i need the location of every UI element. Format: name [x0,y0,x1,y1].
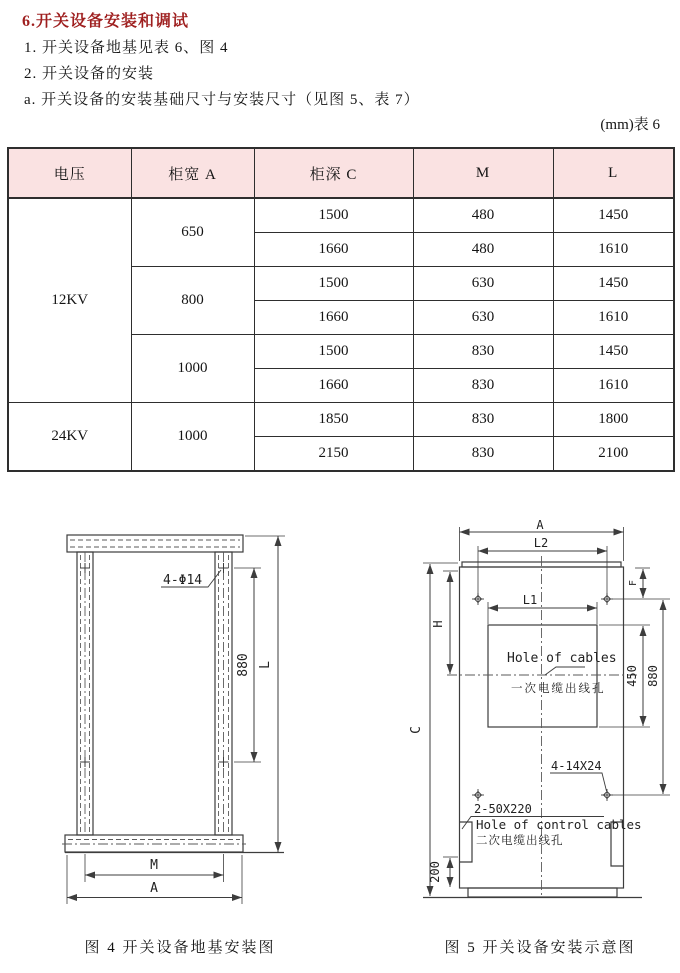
cell-m: 480 [413,198,553,233]
cell-voltage: 24KV [8,403,131,472]
dimension-lines [67,536,278,898]
figure-4-caption: 图 4 开关设备地基安装图 [84,940,276,956]
section-title: 6.开关设备安装和调试 [22,13,190,30]
cell-m: 830 [413,403,553,437]
hole-marks [80,563,229,767]
cell-depth: 2150 [254,437,413,472]
cell-width: 800 [131,267,254,335]
cell-depth: 1500 [254,267,413,301]
control-hole-label-cn: 二次电缆出线孔 [476,835,564,847]
cell-m: 830 [413,369,553,403]
table-unit-note: (mm)表 6 [600,117,660,133]
body-line-3: a. 开关设备的安装基础尺寸与安装尺寸（见图 5、表 7） [24,92,420,108]
control-slots-label: 2-50X220 [474,802,532,816]
col-header-cabinet-depth: 柜深 C [254,148,413,198]
cell-voltage: 12KV [8,198,131,403]
col-header-voltage: 电压 [8,148,131,198]
figure-5-caption: 图 5 开关设备安装示意图 [444,940,636,956]
dim-c-label: C [409,726,424,734]
dim-450-label: 450 [625,665,639,687]
body-line-1: 1. 开关设备地基见表 6、图 4 [24,40,229,56]
cell-m: 630 [413,301,553,335]
dim-l-label: L [258,661,273,669]
control-hole-label-en: Hole of control cables [476,817,642,832]
cabinet-outline [423,562,642,898]
slots-label: 4-14X24 [551,759,602,773]
cell-l: 1610 [553,301,674,335]
cell-l: 1800 [553,403,674,437]
cell-depth: 1660 [254,301,413,335]
figure-5-drawing [400,505,680,930]
holes-label: 4-Φ14 [163,573,203,588]
cell-depth: 1660 [254,369,413,403]
cell-l: 1450 [553,335,674,369]
table-header-row [8,148,674,198]
dim-880-label: 880 [236,653,251,677]
table-row [8,198,674,233]
dimension-table [7,147,675,472]
cell-width: 650 [131,198,254,267]
figure-4-drawing [30,505,330,930]
dim-880-label: 880 [646,665,660,687]
col-header-cabinet-width: 柜宽 A [131,148,254,198]
cable-hole-label-en: Hole of cables [507,651,617,666]
table-row [8,403,674,437]
dim-f-label: F [628,579,639,587]
cell-m: 480 [413,233,553,267]
cell-l: 2100 [553,437,674,472]
dim-h-label: H [431,620,445,628]
dim-a-label: A [536,518,544,532]
dim-a-label: A [150,881,158,896]
col-header-l: L [553,148,674,198]
dim-200-label: 200 [428,861,442,883]
cell-depth: 1500 [254,198,413,233]
extension-lines [67,536,285,904]
dim-m-label: M [150,858,158,873]
col-header-m: M [413,148,553,198]
hidden-edge-lines [68,540,240,840]
cell-l: 1450 [553,267,674,301]
cell-l: 1610 [553,369,674,403]
dim-l2-label: L2 [533,536,549,550]
cell-l: 1610 [553,233,674,267]
cell-m: 830 [413,437,553,472]
body-line-2: 2. 开关设备的安装 [24,66,155,82]
cell-width: 1000 [131,335,254,403]
cell-m: 630 [413,267,553,301]
cell-width: 1000 [131,403,254,472]
cell-depth: 1850 [254,403,413,437]
cell-depth: 1500 [254,335,413,369]
cell-depth: 1660 [254,233,413,267]
dim-l1-label: L1 [522,593,538,607]
cable-hole-label-cn: 一次电缆出线孔 [511,683,606,695]
cell-l: 1450 [553,198,674,233]
cell-m: 830 [413,335,553,369]
